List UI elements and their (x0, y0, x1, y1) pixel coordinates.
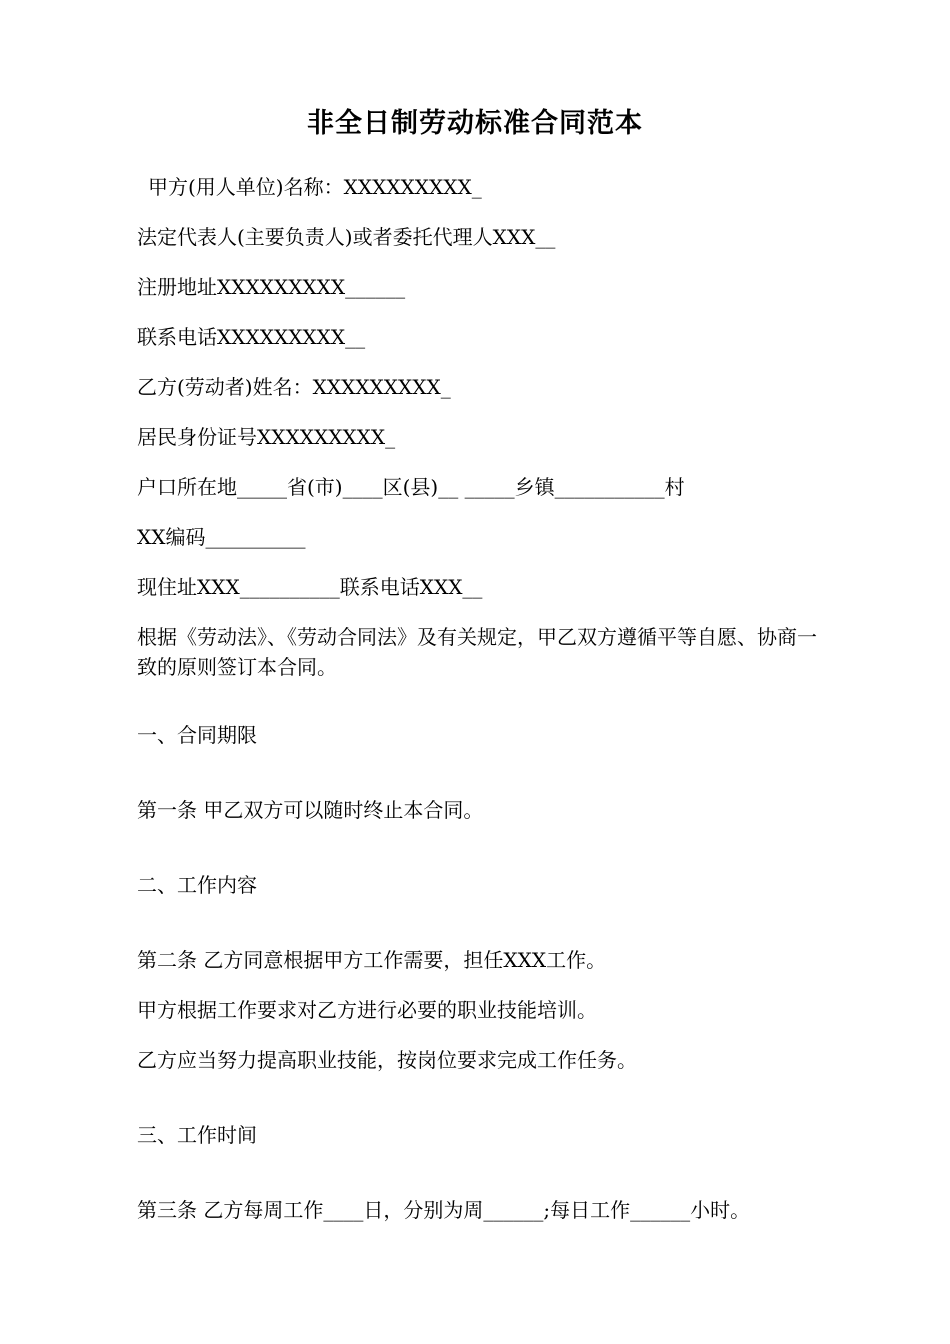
party-a-name-line: 甲方(用人单位)名称：XXXXXXXXX_ (148, 175, 482, 199)
training-clause: 甲方根据工作要求对乙方进行必要的职业技能培训。 (137, 998, 597, 1022)
party-a-phone-line: 联系电话XXXXXXXXX__ (137, 325, 366, 349)
legal-representative-line: 法定代表人(主要负责人)或者委托代理人XXX__ (137, 225, 556, 249)
section-heading-contract-term: 一、合同期限 (137, 723, 257, 747)
household-registration-line: 户口所在地_____省(市)____区(县)__ _____乡镇___________村 (137, 475, 685, 499)
article-2: 第二条 乙方同意根据甲方工作需要，担任XXX工作。 (137, 948, 607, 972)
article-3: 第三条 乙方每周工作____日，分别为周______;每日工作______小时。 (137, 1198, 751, 1222)
article-1: 第一条 甲乙双方可以随时终止本合同。 (137, 798, 484, 822)
skill-improvement-clause: 乙方应当努力提高职业技能，按岗位要求完成工作任务。 (137, 1048, 637, 1072)
current-address-line: 现住址XXX__________联系电话XXX__ (137, 575, 483, 599)
registered-address-line: 注册地址XXXXXXXXX______ (137, 275, 406, 299)
postcode-line: XX编码__________ (137, 525, 306, 549)
section-heading-work-time: 三、工作时间 (137, 1123, 257, 1147)
id-number-line: 居民身份证号XXXXXXXXX_ (137, 425, 396, 449)
section-heading-work-content: 二、工作内容 (137, 873, 257, 897)
preamble-paragraph: 根据《劳动法》、《劳动合同法》及有关规定，甲乙双方遵循平等自愿、协商一致的原则签订本合同。 (137, 625, 817, 679)
document-title: 非全日制劳动标准合同范本 (307, 108, 643, 139)
party-b-name-line: 乙方(劳动者)姓名：XXXXXXXXX_ (137, 375, 451, 399)
